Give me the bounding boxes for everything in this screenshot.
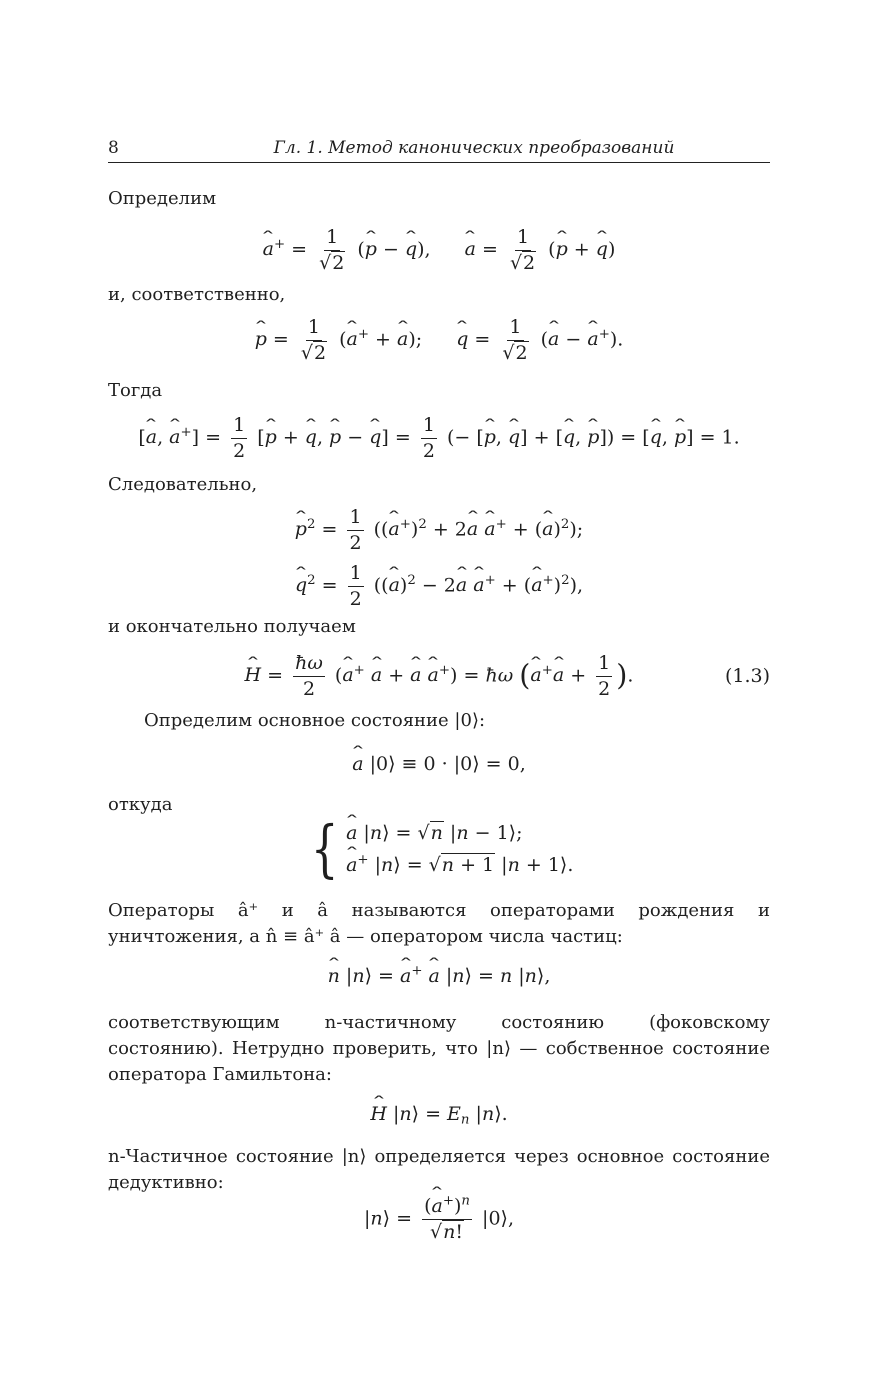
equation-q-squared: ˆ $q^2$ = $\frac{1}{2}$ ((ˆ a)$^2$ − 2ˆ a ˆ a+ + (ˆ a+)$^2$), (108, 560, 770, 612)
paragraph-3: Тогда (108, 380, 163, 401)
equation-number-operator: ˆ n |n⟩ = ˆ a+ ˆ a |n⟩ = n |n⟩, (108, 960, 770, 992)
paragraph-5: и окончательно получаем (108, 616, 356, 637)
equation-p-squared: ˆ $p^2$ = $\frac{1}{2}$ ((ˆ a+)$^2$ + 2ˆ a ˆ a+ + (ˆ a)$^2$); (108, 504, 770, 556)
paragraph-9: соответствующим n-частичному состоянию (фоковскому состоянию). Нетрудно проверить, что |n⟩ — собственное состояние оператора Гамильтона: (108, 1012, 770, 1085)
equation-commutator: [ˆ a, ˆ a+] = $\frac{1}{2}$ [ˆ p + ˆ q, ˆ p − ˆ q] = $\frac{1}{2}$ (− [ˆ p, ˆ q] + [ˆ q, ˆ p]) = [ˆ q, ˆ p] = 1. (108, 410, 770, 466)
paragraph-2: и, соответственно, (108, 284, 286, 305)
equation-number: (1.3) (724, 665, 770, 687)
chapter-title: Гл. 1. Метод канонических преобразований (273, 138, 675, 158)
equation-p-q: ˆ p = $\frac{1}{√2}$ (ˆ a+ + ˆ a); ˆ q = $\frac{1}{√2}$ (ˆ a − ˆ a+). (108, 312, 770, 368)
equation-ground-state: ˆ a |0⟩ ≡ 0 · |0⟩ = 0, (108, 748, 770, 780)
equation-ladder-system: { ˆ a |n⟩ = √n |n − 1⟩; ˆ a+ |n⟩ = √n + 1 |n + 1⟩. (108, 808, 770, 890)
running-head (108, 136, 770, 163)
equation-fock-state: |n⟩ = $\frac{(ˆ a^+)^n}{√n!}$ |0⟩, (108, 1188, 770, 1250)
paragraph-4: Следовательно, (108, 474, 258, 495)
paragraph-6: Определим основное состояние |0⟩: (144, 710, 486, 731)
paragraph-7: откуда (108, 794, 173, 815)
equation-hamiltonian: ˆ H = $\frac{ħ\omega}{2}$ (ˆ a+ ˆ a + ˆ a ˆ a+) = ħω (ˆ a+ˆ a + $\frac{1}{2}$ ). (1.3) (108, 648, 770, 704)
paragraph-10: n-Частичное состояние |n⟩ определяется через основное состояние дедуктивно: (108, 1146, 770, 1193)
paragraph-1: Определим (108, 188, 217, 209)
page-number: 8 (108, 138, 119, 158)
equation-creation-annihilation: ˆ a+ = $\frac{1}{√2}$ (ˆ p − ˆ q), ˆ a = $\frac{1}{√2}$ (ˆ p + ˆ q) (108, 222, 770, 278)
paragraph-8: Операторы â⁺ и â называются операторами рождения и уничтожения, а n̂ ≡ â⁺ â — оператором числа частиц: (108, 900, 770, 947)
equation-eigenstate: ˆ H |n⟩ = $E_n$ |n⟩. (108, 1098, 770, 1130)
